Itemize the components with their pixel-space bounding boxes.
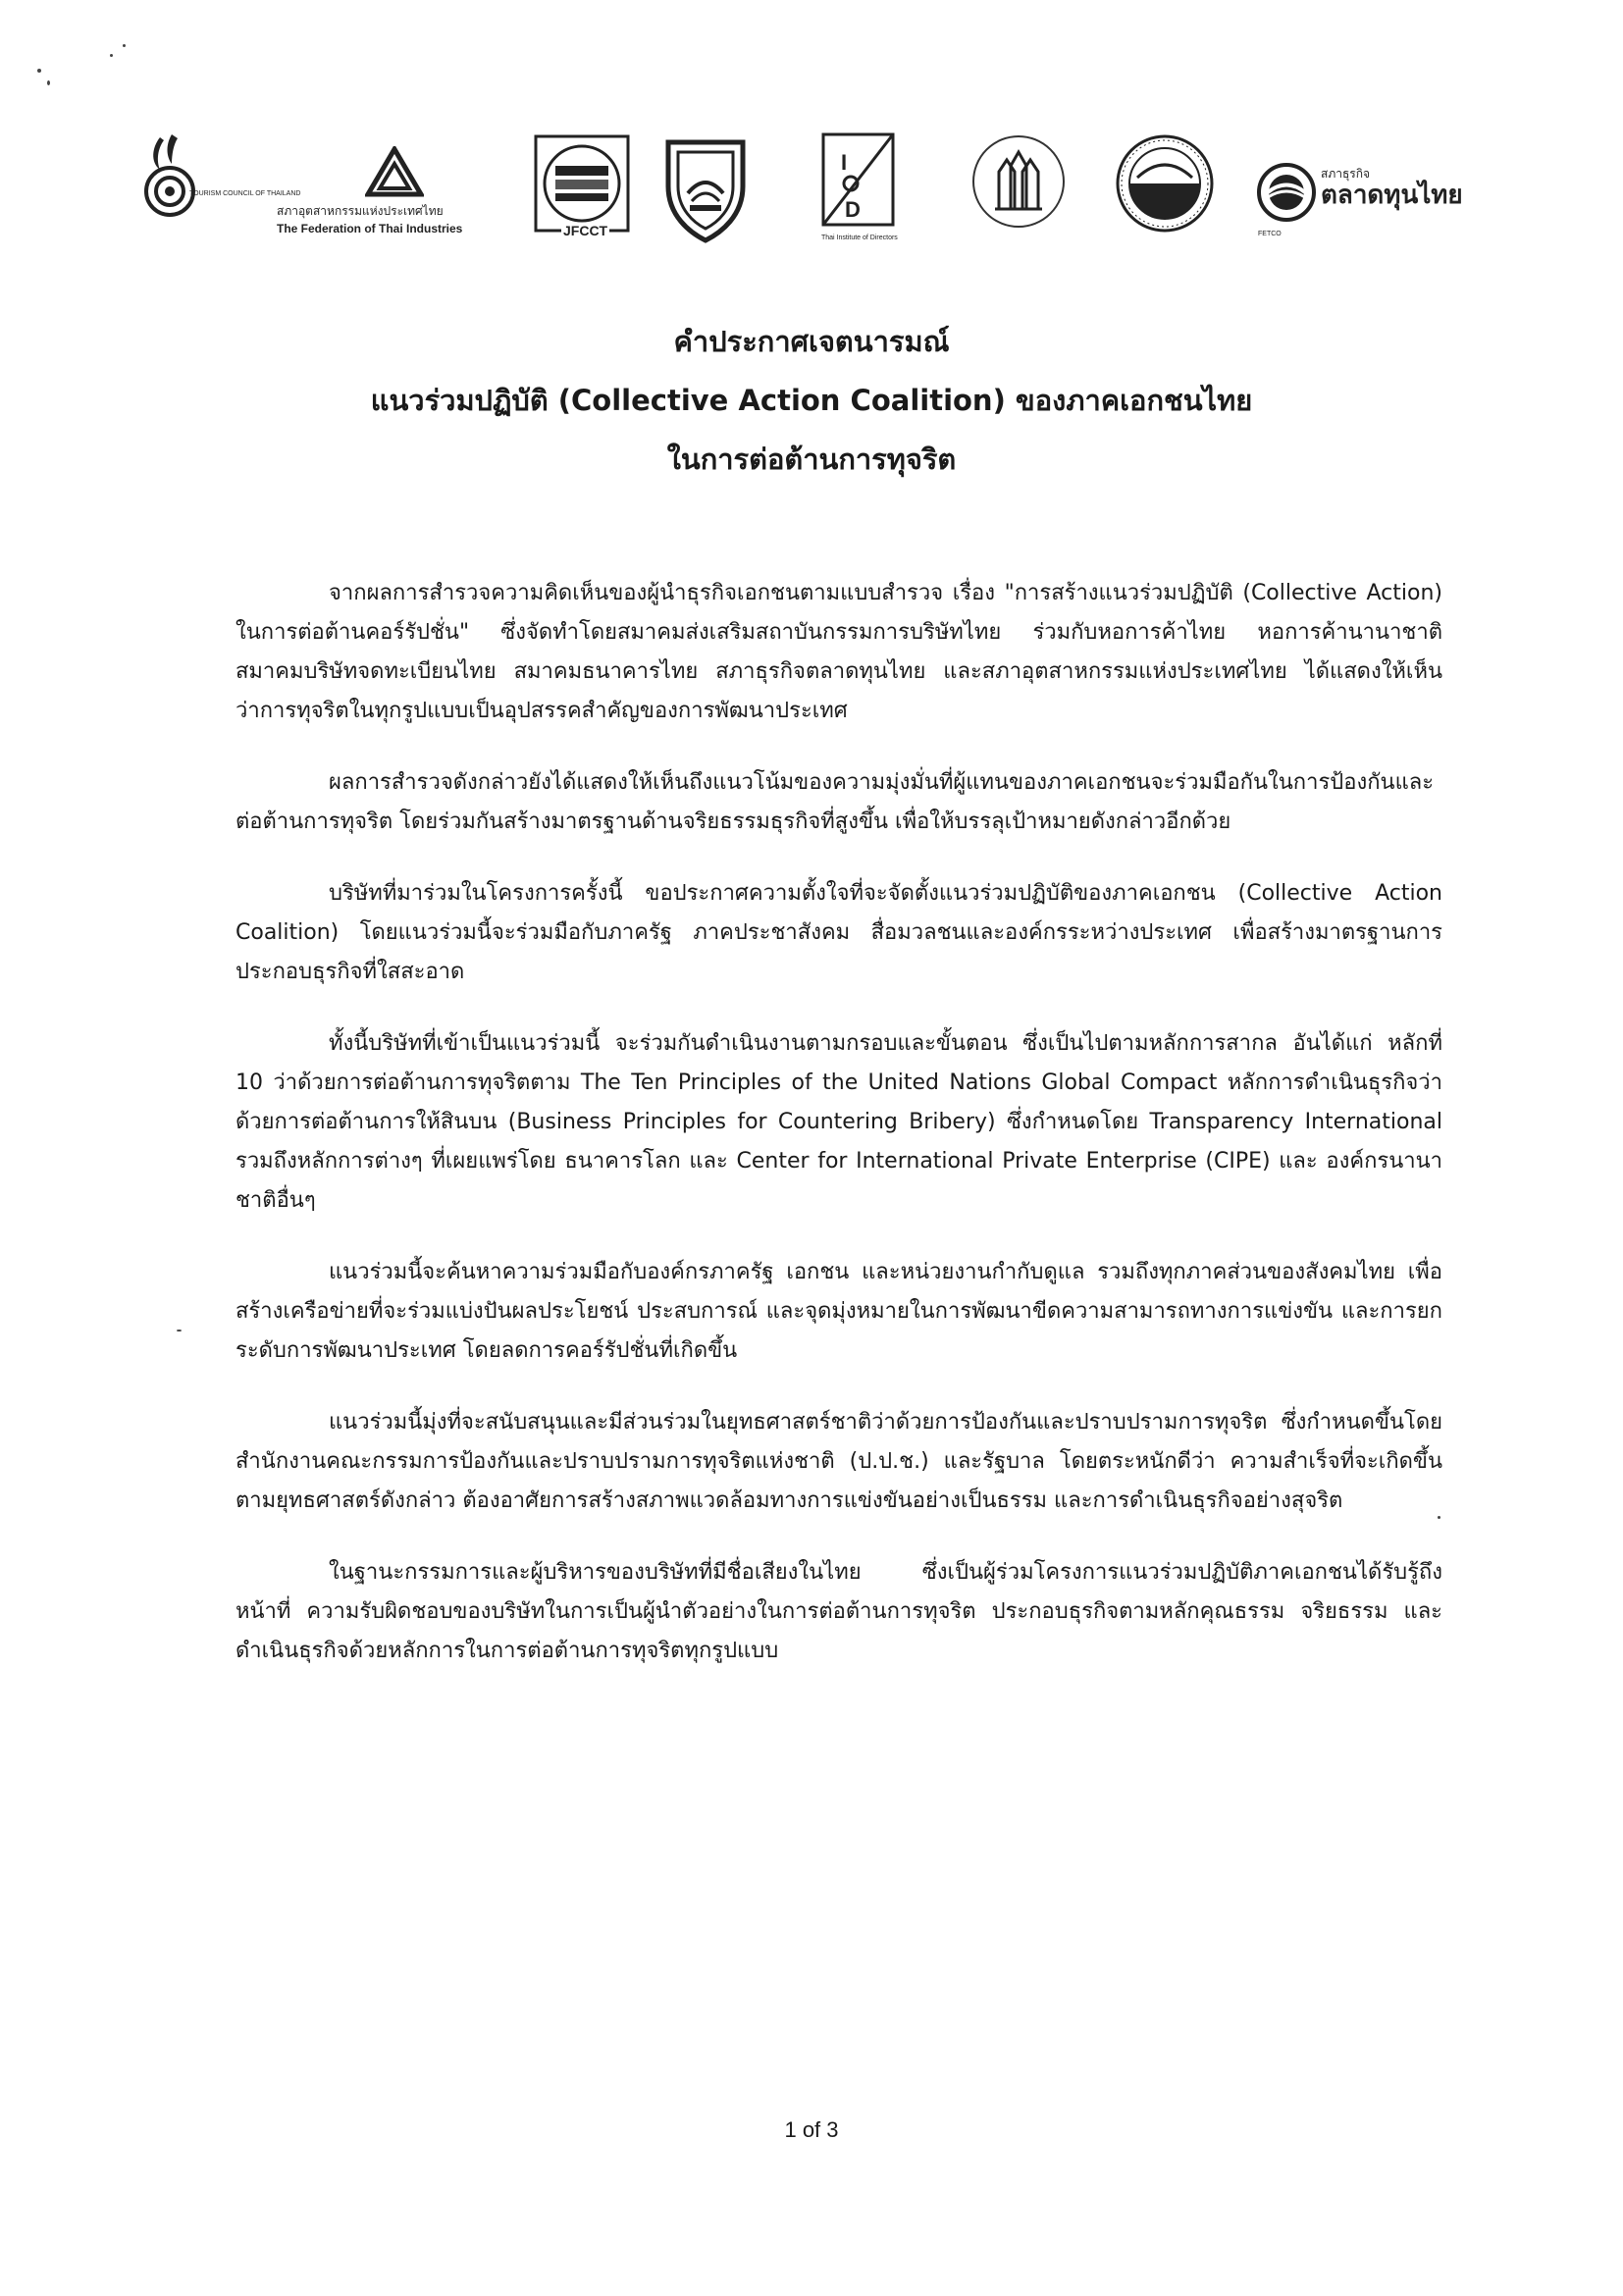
iod-logo xyxy=(821,132,919,241)
tourism-council-text: TOURISM COUNCIL OF THAILAND xyxy=(189,190,301,197)
listed-companies-emblem-icon xyxy=(1114,132,1217,235)
iod-text: Thai Institute of Directors xyxy=(821,235,898,241)
svg-text:D: D xyxy=(845,197,861,222)
scan-speck xyxy=(177,1330,182,1331)
tourism-council-icon xyxy=(142,132,201,226)
listed-companies-logo xyxy=(1114,132,1222,239)
paragraph: ผลการสำรวจดังกล่าวยังได้แสดงให้เห็นถึงแนวโน้มของความมุ่งมั่นที่ผู้แทนของภาคเอกชนจะร่วมมือกันในการป้องกันและต่อต้านการทุจริต โดยร่วมกันสร้างมาตรฐานด้านจริยธรรมธุรกิจที่สูงขึ้น เพื่อให้บรรลุเป้าหมายดังกล่าวอีกด้วย xyxy=(236,770,1435,834)
scan-speck xyxy=(47,80,50,85)
fetco-text-small: สภาธุรกิจ xyxy=(1321,167,1371,181)
page-number: 1 of 3 xyxy=(784,2117,839,2142)
scan-speck xyxy=(123,44,126,47)
jfcct-logo xyxy=(534,132,632,244)
title-line-1: คำประกาศเจตนารมณ์ xyxy=(673,325,950,358)
chamber-logo xyxy=(969,132,1068,235)
document-title xyxy=(0,312,1623,489)
paragraph: จากผลการสำรวจความคิดเห็นของผู้นำธุรกิจเอกชนตามแบบสำรวจ เรื่อง "การสร้างแนวร่วมปฏิบัติ (Collective Action) ในการต่อต้านคอร์รัปชั่น" ซึ่งจัดทำโดยสมาคมส่งเสริมสถาบันกรรมการบริษัทไทย ร่วมกับหอการค้าไทย หอการค้านานาชาติ สมาคมบริษัทจดทะเบียนไทย สมาคมธนาคารไทย สภาธุรกิจตลาดทุนไทย และสภาอุตสาหกรรมแห่งประเทศไทย ได้แสดงให้เห็นว่าการทุจริตในทุกรูปแบบเป็นอุปสรรคสำคัญของการพัฒนาประเทศ xyxy=(236,581,1442,723)
fti-text-en: The Federation of Thai Industries xyxy=(277,222,463,235)
paragraph: บริษัทที่มาร่วมในโครงการครั้งนี้ ขอประกาศความตั้งใจที่จะจัดตั้งแนวร่วมปฏิบัติของภาคเอกชน (Collective Action Coalition) โดยแนวร่วมนี้จะร่วมมือกับภาครัฐ ภาคประชาสังคม สื่อมวลชนและองค์กรระหว่างประเทศ เพื่อสร้างมาตรฐานการประกอบธุรกิจที่ใสสะอาด xyxy=(236,881,1442,984)
shield-icon xyxy=(662,132,749,245)
paragraph: แนวร่วมนี้จะค้นหาความร่วมมือกับองค์กรภาครัฐ เอกชน และหน่วยงานกำกับดูแล รวมถึงทุกภาคส่วนของสังคมไทย เพื่อสร้างเครือข่ายที่จะร่วมแบ่งปันผลประโยชน์ ประสบการณ์ และจุดมุ่งหมายในการพัฒนาขีดความสามารถทางการแข่งขัน และการยกระดับการพัฒนาประเทศ โดยลดการคอร์รัปชั่นที่เกิดขึ้น xyxy=(236,1260,1442,1363)
title-line-3: ในการต่อต้านการทุจริต xyxy=(666,443,957,476)
paragraph: ทั้งนี้บริษัทที่เข้าเป็นแนวร่วมนี้ จะร่วมกันดำเนินงานตามกรอบและขั้นตอน ซึ่งเป็นไปตามหลักการสากล อันได้แก่ หลักที่ 10 ว่าด้วยการต่อต้านการทุจริตตาม The Ten Principles of the United Nations Global Compact หลักการดำเนินธุรกิจว่าด้วยการต่อต้านการให้สินบน (Business Principles for Countering Bribery) ซึ่งกำหนดโดย Transparency International รวมถึงหลักการต่างๆ ที่เผยแพร่โดย ธนาคารโลก และ Center for International Private Enterprise (CIPE) และ องค์กรนานาชาติอื่นๆ xyxy=(236,1031,1442,1213)
logo-bar xyxy=(137,132,1492,260)
fetco-emblem-icon xyxy=(1256,162,1317,223)
svg-text:I: I xyxy=(841,150,848,175)
iod-emblem-icon xyxy=(821,132,895,231)
document-body xyxy=(236,574,1442,1703)
fti-text-th: สภาอุตสาหกรรมแห่งประเทศไทย xyxy=(277,204,444,218)
scan-speck xyxy=(37,69,41,73)
scan-speck xyxy=(110,54,113,57)
fti-triangle-icon xyxy=(365,146,424,197)
paragraph: ในฐานะกรรมการและผู้บริหารของบริษัทที่มีชื่อเสียงในไทย ซึ่งเป็นผู้ร่วมโครงการแนวร่วมปฏิบัติภาคเอกชนได้รับรู้ถึงหน้าที่ ความรับผิดชอบของบริษัทในการเป็นผู้นำตัวอย่างในการต่อต้านการทุจริต ประกอบธุรกิจตามหลักคุณธรรม จริยธรรม และดำเนินธุรกิจด้วยหลักการในการต่อต้านการทุจริตทุกรูปแบบ xyxy=(236,1560,1442,1663)
chamber-emblem-icon xyxy=(969,132,1068,231)
tourism-council-logo xyxy=(142,132,301,230)
title-line-2: แนวร่วมปฏิบัติ (Collective Action Coalition) ของภาคเอกชนไทย xyxy=(370,384,1253,417)
jfcct-text: JFCCT xyxy=(563,223,608,238)
fetco-text-big: ตลาดทุนไทย xyxy=(1321,180,1463,209)
fetco-text-en: FETCO xyxy=(1258,231,1282,237)
paragraph: แนวร่วมนี้มุ่งที่จะสนับสนุนและมีส่วนร่วมในยุทธศาสตร์ชาติว่าด้วยการป้องกันและปราบปรามการทุจริต ซึ่งกำหนดขึ้นโดยสำนักงานคณะกรรมการป้องกันและปราบปรามการทุจริตแห่งชาติ (ป.ป.ช.) และรัฐบาล โดยตระหนักดีว่า ความสำเร็จที่จะเกิดขึ้นตามยุทธศาสตร์ดังกล่าว ต้องอาศัยการสร้างสภาพแวดล้อมทางการแข่งขันอย่างเป็นธรรม และการดำเนินธุรกิจอย่างสุจริต xyxy=(236,1410,1442,1513)
bank-association-logo xyxy=(662,132,751,249)
